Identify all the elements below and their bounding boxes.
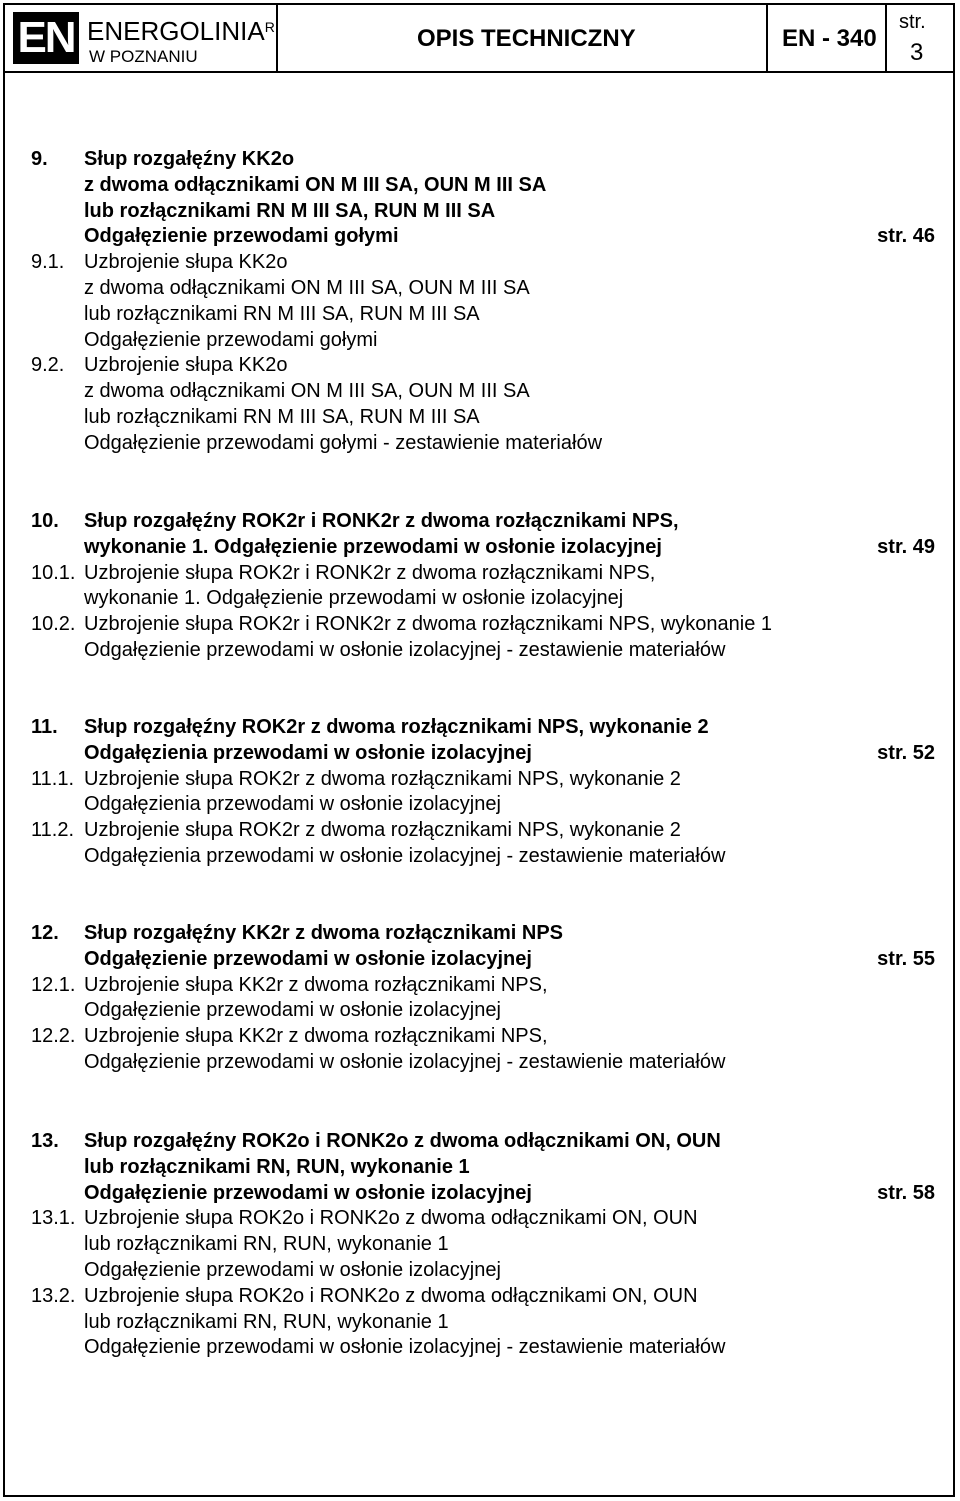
entry-text: Uzbrojenie słupa KK2o (84, 354, 288, 377)
section-heading-line (0, 172, 960, 198)
section-heading-line (0, 508, 960, 534)
entry-page: str. 52 (877, 741, 935, 764)
subsection-line (0, 611, 960, 637)
section-heading-line (0, 920, 960, 946)
entry-text: lub rozłącznikami RN M III SA, RUN M III SA (84, 302, 480, 325)
subsection-line (0, 1283, 960, 1309)
entry-text: Uzbrojenie słupa ROK2r z dwoma rozłącznikami NPS, wykonanie 2 (84, 767, 681, 790)
entry-number: 9.1. (31, 251, 65, 274)
company-logo: EN (13, 12, 79, 64)
entry-text: Uzbrojenie słupa KK2r z dwoma rozłącznikami NPS, (84, 973, 548, 996)
entry-text: Odgałęzienie przewodami w osłonie izolacyjnej - zestawienie materiałów (84, 1051, 726, 1073)
entry-text: Słup rozgałęźny ROK2r i RONK2r z dwoma rozłącznikami NPS, (84, 510, 679, 532)
entry-text: Słup rozgałęźny ROK2o i RONK2o z dwoma odłącznikami ON, OUN (84, 1130, 721, 1152)
entry-page: str. 58 (877, 1181, 935, 1204)
entry-number: 9.2. (31, 354, 65, 377)
entry-text: z dwoma odłącznikami ON M III SA, OUN M III SA (84, 173, 547, 196)
company-city: W POZNANIU (89, 47, 198, 66)
entry-text: Uzbrojenie słupa KK2o (84, 251, 288, 274)
section-heading-line (0, 740, 960, 766)
entry-number: 13.2. (31, 1284, 76, 1307)
subsection-line (0, 997, 960, 1023)
entry-number: 12. (31, 922, 59, 944)
entry-text: Odgałęzienie przewodami w osłonie izolacyjnej (84, 999, 501, 1022)
subsection-line (0, 1231, 960, 1257)
entry-text: Odgałęzienie przewodami gołymi (84, 328, 378, 351)
subsection-line (0, 378, 960, 404)
entry-text: lub rozłącznikami RN M III SA, RUN M III SA (84, 199, 496, 222)
document-number: EN - 340 (782, 25, 877, 52)
subsection-line (0, 637, 960, 663)
entry-text: lub rozłącznikami RN, RUN, wykonanie 1 (84, 1310, 449, 1333)
section-heading-line (0, 146, 960, 172)
subsection-line (0, 1205, 960, 1231)
entry-number: 12.1. (31, 973, 76, 996)
entry-number: 10.1. (31, 561, 76, 584)
subsection-line (0, 817, 960, 843)
entry-page: str. 49 (877, 535, 935, 558)
entry-text: Odgałęzienie przewodami w osłonie izolacyjnej (84, 1259, 501, 1281)
entry-number: 11. (31, 716, 58, 738)
entry-text: Uzbrojenie słupa ROK2o i RONK2o z dwoma odłącznikami ON, OUN (84, 1207, 698, 1230)
entry-number: 11.2. (31, 819, 74, 842)
entry-text: Słup rozgałęźny ROK2r z dwoma rozłącznikami NPS, wykonanie 2 (84, 716, 709, 738)
subsection-line (0, 301, 960, 327)
entry-number: 9. (31, 148, 48, 170)
page-number: 3 (910, 39, 924, 66)
entry-number: 10. (31, 510, 59, 532)
entry-text: Słup rozgałęźny KK2r z dwoma rozłącznikami NPS (84, 922, 564, 944)
subsection-line (0, 1049, 960, 1075)
entry-text: lub rozłącznikami RN M III SA, RUN M III SA (84, 406, 480, 428)
document-title: OPIS TECHNICZNY (417, 25, 636, 52)
subsection-line (0, 352, 960, 378)
page-header (3, 3, 955, 73)
subsection-line (0, 972, 960, 998)
subsection-line (0, 560, 960, 586)
subsection-line (0, 327, 960, 353)
subsection-line (0, 275, 960, 301)
entry-text: Odgałęzienia przewodami w osłonie izolacyjnej (84, 741, 532, 764)
entry-text: z dwoma odłącznikami ON M III SA, OUN M III SA (84, 277, 530, 299)
section-heading-line (0, 714, 960, 740)
entry-number: 11.1. (31, 767, 74, 790)
section-heading-line (0, 1154, 960, 1180)
header-divider (276, 3, 278, 71)
subsection-line (0, 404, 960, 430)
entry-text: Odgałęzienie przewodami w osłonie izolacyjnej (84, 947, 532, 970)
entry-text: Słup rozgałęźny KK2o (84, 148, 295, 170)
section-heading-line (0, 534, 960, 560)
entry-text: Uzbrojenie słupa KK2r z dwoma rozłącznikami NPS, (84, 1025, 548, 1048)
entry-text: Uzbrojenie słupa ROK2r i RONK2r z dwoma rozłącznikami NPS, (84, 561, 656, 584)
subsection-line (0, 585, 960, 611)
entry-text: Odgałęzienie przewodami gołymi - zestawienie materiałów (84, 431, 603, 454)
entry-text: Odgałęzienie przewodami w osłonie izolacyjnej - zestawienie materiałów (84, 1336, 726, 1359)
entry-text: Odgałęzienia przewodami w osłonie izolacyjnej - zestawienie materiałów (84, 845, 726, 867)
subsection-line (0, 766, 960, 792)
entry-page: str. 46 (877, 225, 935, 248)
registered-mark: R (264, 19, 275, 35)
entry-number: 13.1. (31, 1207, 76, 1230)
entry-text: Uzbrojenie słupa ROK2o i RONK2o z dwoma odłącznikami ON, OUN (84, 1284, 698, 1307)
entry-number: 13. (31, 1130, 59, 1152)
company-name (87, 17, 275, 45)
entry-text: Uzbrojenie słupa ROK2r i RONK2r z dwoma rozłącznikami NPS, wykonanie 1 (84, 613, 773, 636)
company-name-text: ENERGOLINIA (87, 16, 265, 46)
header-divider (885, 3, 887, 71)
subsection-line (0, 1257, 960, 1283)
section-heading-line (0, 1128, 960, 1154)
section-heading-line (0, 223, 960, 249)
entry-text: lub rozłącznikami RN, RUN, wykonanie 1 (84, 1155, 470, 1178)
entry-page: str. 55 (877, 947, 935, 970)
page-label: str. (899, 11, 926, 33)
header-divider (766, 3, 768, 71)
entry-text: Odgałęzienie przewodami w osłonie izolacyjnej (84, 1181, 532, 1204)
section-heading-line (0, 198, 960, 224)
subsection-line (0, 1334, 960, 1360)
entry-number: 12.2. (31, 1025, 76, 1048)
entry-text: lub rozłącznikami RN, RUN, wykonanie 1 (84, 1233, 449, 1256)
entry-text: Odgałęzienie przewodami w osłonie izolacyjnej - zestawienie materiałów (84, 639, 726, 661)
entry-text: z dwoma odłącznikami ON M III SA, OUN M III SA (84, 380, 530, 403)
entry-text: Uzbrojenie słupa ROK2r z dwoma rozłącznikami NPS, wykonanie 2 (84, 819, 681, 842)
subsection-line (0, 1309, 960, 1335)
subsection-line (0, 1023, 960, 1049)
section-heading-line (0, 1180, 960, 1206)
subsection-line (0, 430, 960, 456)
entry-text: wykonanie 1. Odgałęzienie przewodami w osłonie izolacyjnej (84, 535, 662, 558)
subsection-line (0, 249, 960, 275)
subsection-line (0, 843, 960, 869)
entry-text: Odgałęzienia przewodami w osłonie izolacyjnej (84, 793, 501, 816)
subsection-line (0, 791, 960, 817)
entry-number: 10.2. (31, 613, 76, 636)
entry-text: wykonanie 1. Odgałęzienie przewodami w osłonie izolacyjnej (84, 587, 624, 610)
entry-text: Odgałęzienie przewodami gołymi (84, 225, 399, 248)
section-heading-line (0, 946, 960, 972)
